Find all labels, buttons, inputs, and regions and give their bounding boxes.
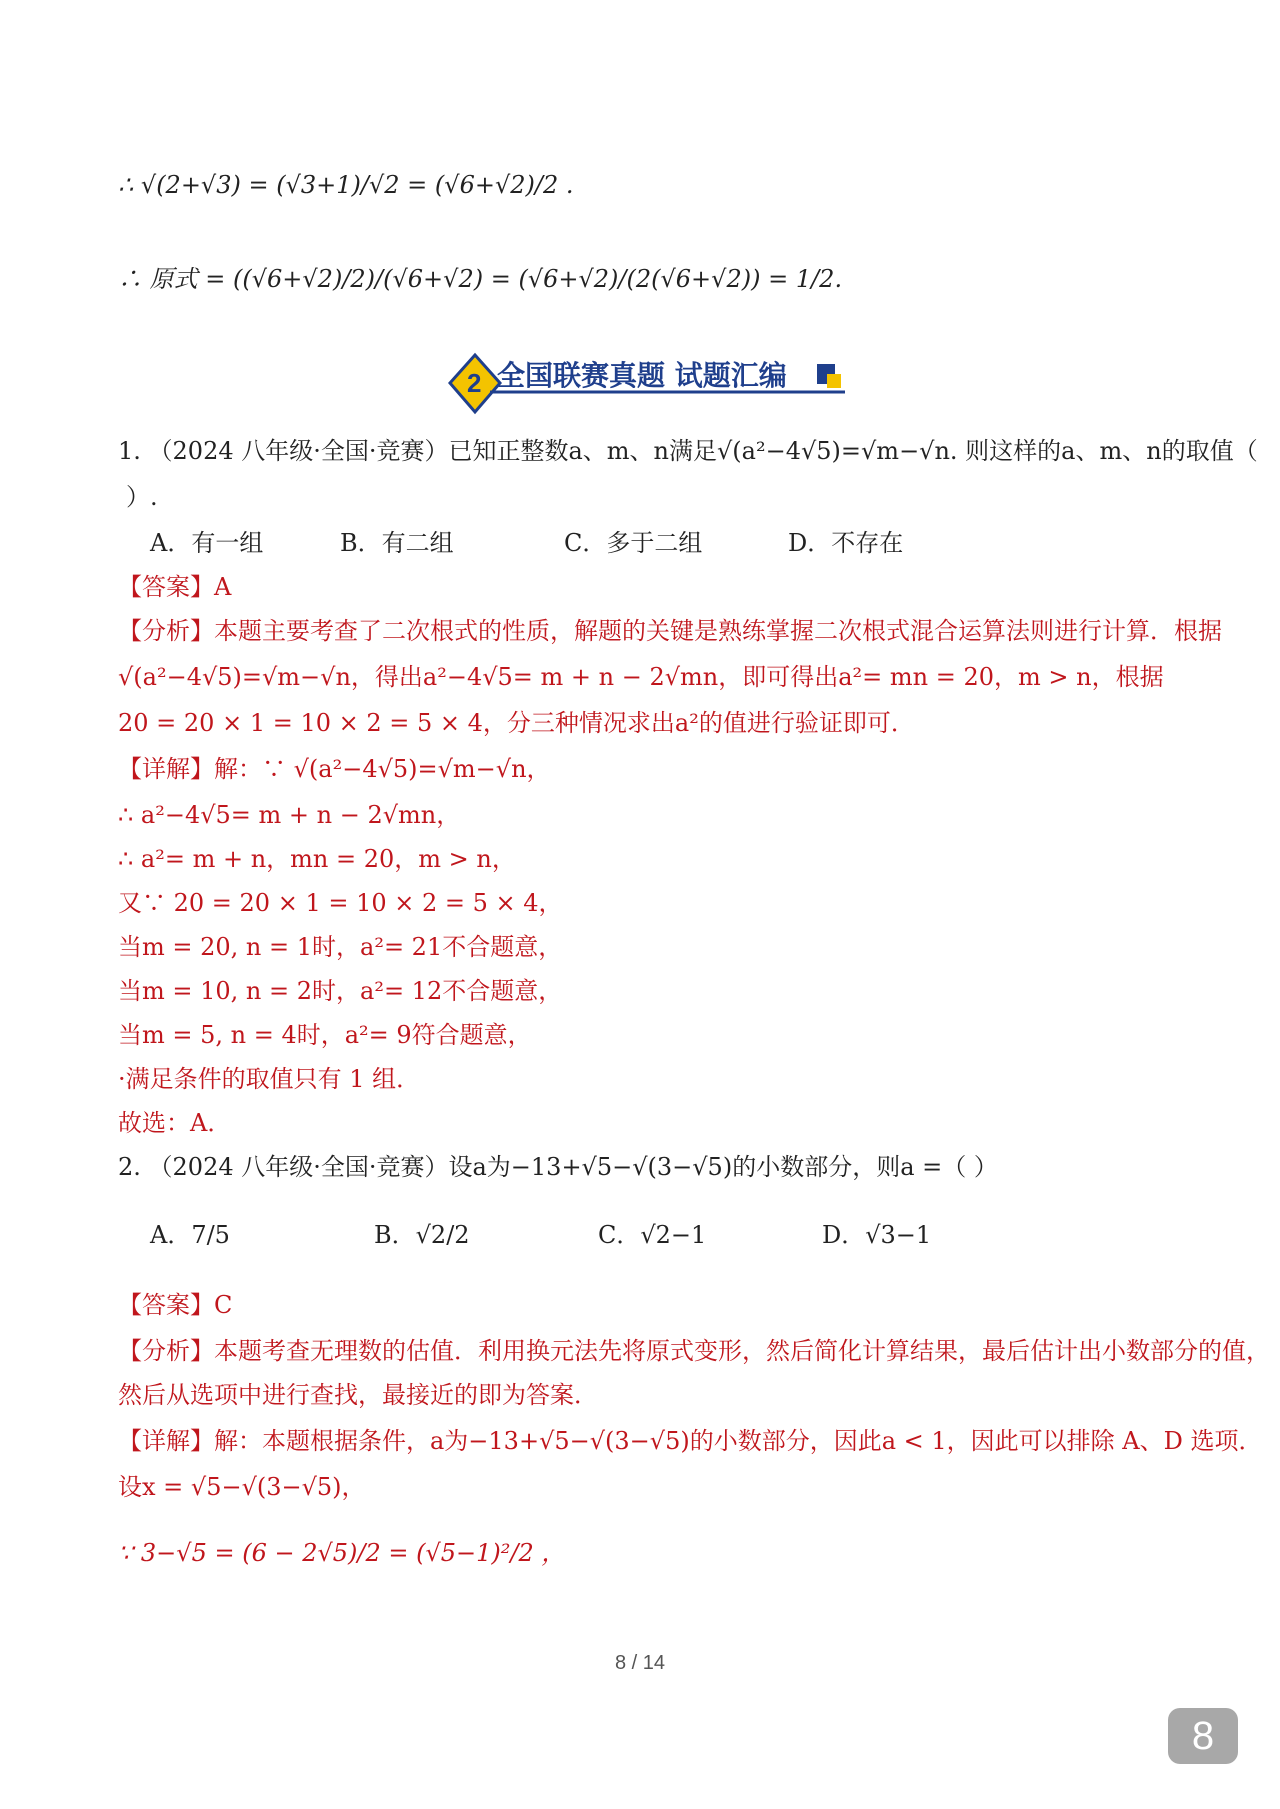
q1-option-b: B．有二组 (340, 529, 454, 557)
q1-detail-line: 当m = 20, n = 1时，a²= 21不合题意， (118, 933, 563, 961)
q1-stem: 1. （2024 八年级·全国·竞赛）已知正整数a、m、n满足√(a²−4√5)=√m−√n. 则这样的a、m、n的取值（ (118, 437, 1258, 465)
q1-detail-line: ∴ a²= m + n，mn = 20，m > n， (118, 845, 516, 873)
q2-option-c: C．√2−1 (598, 1221, 707, 1249)
q2-answer: 【答案】C (118, 1291, 233, 1319)
q1-analysis-1: 【分析】本题主要考查了二次根式的性质，解题的关键是熟练掌握二次根式混合运算法则进行计算．根据 (118, 617, 1222, 645)
q1-detail-line: ·满足条件的取值只有 1 组． (118, 1065, 421, 1093)
q2-option-d: D．√3−1 (822, 1221, 932, 1249)
banner-badge: 2 (467, 368, 482, 398)
section-banner (445, 350, 845, 420)
page-number-badge[interactable]: 8 (1168, 1708, 1238, 1764)
q1-option-a: A．有一组 (150, 529, 264, 557)
q1-detail-line: 当m = 10, n = 2时，a²= 12不合题意， (118, 977, 563, 1005)
q2-detail-1: 【详解】解：本题根据条件，a为−13+√5−√(3−√5)的小数部分，因此a < 1，因此可以排除 A、D 选项． (118, 1427, 1263, 1455)
q1-analysis-3: 20 = 20 × 1 = 10 × 2 = 5 × 4，分三种情况求出a²的值进行验证即可． (118, 709, 915, 737)
q2-analysis-1: 【分析】本题考查无理数的估值．利用换元法先将原式变形，然后简化计算结果，最后估计出小数部分的值， (118, 1337, 1270, 1365)
q2-analysis-2: 然后从选项中进行查找，最接近的即为答案． (118, 1381, 598, 1409)
q1-detail-line: 当m = 5, n = 4时，a²= 9符合题意， (118, 1021, 532, 1049)
q1-detail-line: 故选：A． (118, 1109, 232, 1137)
q2-option-b: B．√2/2 (374, 1221, 470, 1249)
q1-analysis-2: √(a²−4√5)=√m−√n，得出a²−4√5= m + n − 2√mn，即可得出a²= mn = 20，m > n，根据 (118, 663, 1164, 691)
q2-detail-3: ∵ 3−√5 = (6 − 2√5)/2 = (√5−1)²/2 ， (118, 1539, 566, 1567)
q1-option-d: D．不存在 (788, 529, 904, 557)
q2-stem: 2. （2024 八年级·全国·竞赛）设a为−13+√5−√(3−√5)的小数部分，则a =（ ） (118, 1153, 998, 1181)
q1-option-c: C．多于二组 (564, 529, 703, 557)
q1-detail-line: ∴ a²−4√5= m + n − 2√mn， (118, 801, 461, 829)
q2-detail-2: 设x = √5−√(3−√5)， (118, 1473, 366, 1501)
derivation-line-2: ∴ 原式 = ((√6+√2)/2)/(√6+√2) = (√6+√2)/(2(√6+√2)) = 1/2. (118, 265, 843, 293)
q1-detail-line: 又∵ 20 = 20 × 1 = 10 × 2 = 5 × 4， (118, 889, 563, 917)
q1-detail-line: 【详解】解：∵ √(a²−4√5)=√m−√n， (118, 755, 551, 783)
page-counter: 8 / 14 (614, 1652, 666, 1674)
q1-answer: 【答案】A (118, 573, 232, 601)
q2-option-a: A．7/5 (150, 1221, 230, 1249)
q1-stem-end: ）. (126, 483, 158, 511)
derivation-line-1: ∴ √(2+√3) = (√3+1)/√2 = (√6+√2)/2 . (118, 171, 574, 199)
banner-title: 全国联赛真题 试题汇编 (497, 359, 787, 392)
